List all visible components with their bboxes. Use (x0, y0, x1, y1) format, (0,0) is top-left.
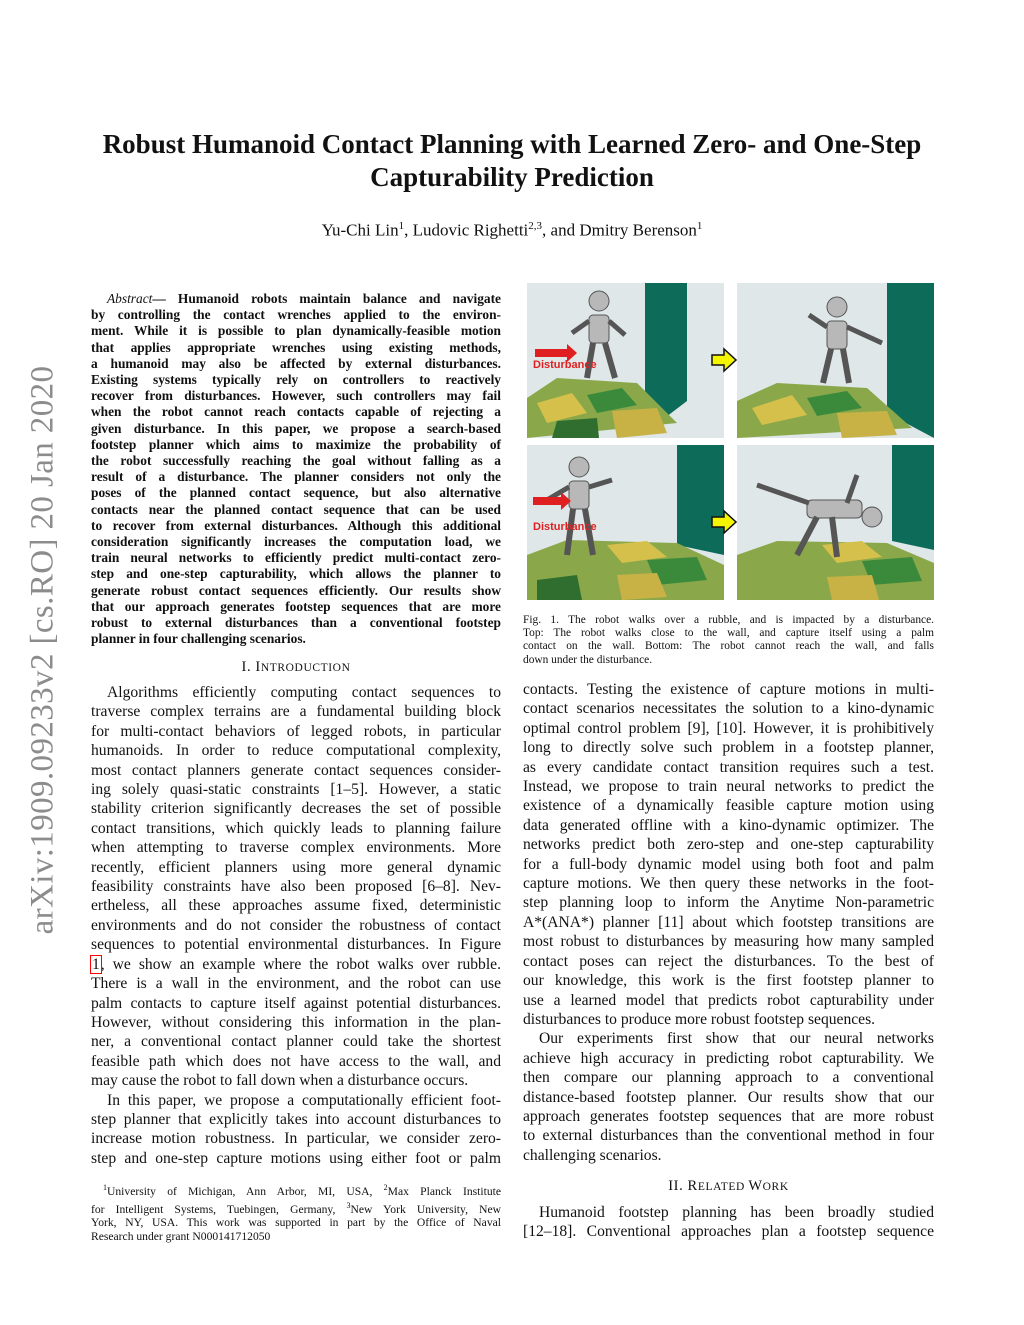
related-heading-part: W (748, 1178, 763, 1194)
intro-heading-rest: NTRODUCTION (260, 662, 351, 674)
body-line: Our experiments first show that our neural networks (539, 1030, 934, 1048)
intro-line: humanoids. In order to reduce computational complexity, (91, 742, 501, 760)
arxiv-side-identifier (8, 355, 78, 945)
caption-line: contact on the wall. Bottom: The robot cannot reach the wall, and falls (523, 640, 934, 653)
abstract-line: result of a disturbance. The planner considers not only the (91, 469, 501, 485)
abstract-line: generate robust contact sequences efficiently. Our results show (91, 582, 501, 598)
section-heading-introduction (91, 659, 501, 676)
body-line: most robust to disturbances by measuring how many sampled (523, 933, 934, 951)
footnote-marker: 1 (103, 1183, 107, 1192)
abstract-line: step and one-step capturability, which allows the planner to (91, 566, 501, 582)
body-line: distance-based footstep planner. Our results show that our (523, 1088, 934, 1106)
section-heading-related-work (523, 1178, 934, 1195)
title-line-2: Capturability Prediction (370, 162, 654, 192)
abstract-line: consideration significantly increases the computation load, we (91, 534, 501, 550)
intro-line: step and one-step capture motions using either foot or palm (91, 1149, 501, 1167)
author-3-affil: 1 (696, 220, 703, 232)
related-heading-num: II. R (668, 1178, 698, 1194)
caption-line: down under the disturbance. (523, 653, 653, 666)
intro-line: palm contacts to capture itself against potential disturbances. (91, 994, 501, 1012)
abstract-line: the robot successfully reaching the goal without falling as a (91, 453, 501, 469)
scene-image (737, 283, 934, 438)
body-line: contact scenarios necessitates the solution to a kino-dynamic (523, 700, 934, 718)
body-line: step planning loop to inform the Anytime Non-parametric (523, 894, 934, 912)
author-2: , Ludovic Righetti (404, 220, 529, 240)
title-line-1: Robust Humanoid Contact Planning with Learned Zero- and One-Step (102, 129, 922, 159)
body-line: long to directly solve such problem in a footstep planner, (523, 739, 934, 757)
panel-top-before (527, 283, 724, 438)
abstract-line: given disturbance. In this paper, we propose a search-based (91, 420, 501, 436)
intro-line: ertheless, all these approaches assume fixed, deterministic (91, 897, 501, 915)
body-line: for a full-body dynamic model using both foot and palm (523, 855, 934, 873)
footnote-text: New York University, New (350, 1202, 501, 1216)
figure-1-robot-panels (527, 283, 934, 607)
related-heading-part: ORK (762, 1181, 789, 1193)
abstract-line: when the robot cannot reach contacts capable of rejecting a (91, 404, 501, 420)
intro-line: sequences to potential environmental disturbances. In Figure (91, 936, 501, 954)
abstract-line: a humanoid may also be affected by external disturbances. (91, 355, 501, 371)
footnote-text: for Intelligent Systems, Tuebingen, Germany, (91, 1202, 347, 1216)
introduction-body (91, 683, 501, 1168)
intro-line: stability criterion significantly decreases the set of possible (91, 800, 501, 818)
abstract-line: — Humanoid robots maintain balance and navigate (152, 291, 501, 306)
disturbance-label: Disturbance (533, 359, 597, 371)
body-line: as every candidate contact transition requires such a test. (523, 758, 934, 776)
footnote-marker: 3 (346, 1200, 351, 1210)
abstract-line: contacts near the planned contact sequence that can be used (91, 501, 501, 517)
panel-top-after (737, 283, 934, 438)
body-line: [12–18]. Conventional approaches plan a footstep sequence (523, 1223, 934, 1241)
disturbance-label: Disturbance (533, 521, 597, 533)
body-line: to external disturbances than the conventional method in four (523, 1127, 934, 1145)
intro-line: Algorithms efficiently computing contact sequences to (107, 684, 501, 701)
scene-image (737, 445, 934, 600)
related-work-body (523, 1203, 934, 1242)
body-line: use a learned model that predicts robot capturability under (523, 991, 934, 1009)
abstract-lead: Abstract (107, 291, 153, 306)
intro-heading-num: I. I (241, 659, 261, 675)
related-heading-part: ELATED (697, 1181, 749, 1193)
body-line: achieve high accuracy in predicting robot capturability. We (523, 1049, 934, 1067)
body-line: Humanoid footstep planning has been broadly studied (539, 1204, 934, 1221)
author-1: Yu-Chi Lin (321, 220, 399, 240)
panel-bottom-before (527, 445, 724, 600)
body-line: data generated offline with a kino-dynamic optimizer. The (523, 816, 934, 834)
body-line: existence of a dynamically feasible capture motion using (523, 797, 934, 815)
abstract-line: that our approach generates footstep sequences that are more (91, 598, 501, 614)
caption-line: Fig. 1. The robot walks over a rubble, and is impacted by a disturbance. (523, 614, 934, 626)
intro-line: feasibility constraints have also been proposed [6–8]. Nev- (91, 878, 501, 896)
intro-line: when attempting to traverse complex environments. More (91, 839, 501, 857)
body-line: challenging scenarios. (523, 1146, 662, 1164)
intro-line: , we show an example where the robot walks over rubble. (100, 955, 501, 973)
panel-bottom-after (737, 445, 934, 600)
arxiv-id-text: arXiv:1909.09233v2 [cs.RO] 20 Jan 2020 (24, 365, 61, 935)
abstract-line: by controlling the contact wrenches applied to the environ- (91, 307, 501, 323)
arrow-right-icon (710, 347, 738, 373)
intro-line: There is a wall in the environment, and the robot can use (91, 975, 501, 993)
body-line: Instead, we propose to train neural networks to predict the (523, 778, 934, 796)
caption-line: Top: The robot walks close to the wall, and capture itself using a palm (523, 627, 934, 640)
footnote-text: York, NY, USA. This work was supported in part by the Office of Naval (91, 1216, 501, 1230)
abstract-line: planner in four challenging scenarios. (91, 631, 306, 647)
footnote-text: Research under grant N000141712050 (91, 1230, 271, 1244)
body-line: contact poses can reject the disturbances. To the best of (523, 952, 934, 970)
paper-title (60, 128, 964, 194)
body-line: approach generates footstep sequences that are more robust (523, 1107, 934, 1125)
arrow-right-icon (710, 509, 738, 535)
body-line: contacts. Testing the existence of capture motions in multi- (523, 681, 934, 698)
body-line: our knowledge, this work is the first footstep planner to (523, 972, 934, 990)
body-line: then compare our planning approach to a conventional (523, 1069, 934, 1087)
abstract-line: ment. While it is possible to plan dynamically-feasible motion (91, 323, 501, 339)
abstract (91, 291, 501, 647)
author-1-affil: 1 (398, 220, 405, 232)
intro-line: most contact planners generate contact sequences consider- (91, 761, 501, 779)
intro-line: for multi-contact behaviors of legged robots, in particular (91, 722, 501, 740)
intro-line: feasible path which does not have access to the wall, and (91, 1052, 501, 1070)
intro-line: environments and do not consider the robustness of contact (91, 916, 501, 934)
intro-line: ner, a conventional contact planner could take the shortest (91, 1033, 501, 1051)
body-line: A*(ANA*) planner [11] about which footstep transitions are (523, 913, 934, 931)
footnote-text: University of Michigan, Ann Arbor, MI, USA, (107, 1184, 384, 1198)
intro-line: In this paper, we propose a computationally efficient foot- (107, 1091, 501, 1109)
intro-line: recently, efficient planners using more general dynamic (91, 858, 501, 876)
body-line: networks predict both zero-step and one-step capturability (523, 836, 934, 854)
body-line: disturbances to produce more robust footstep sequences. (523, 1010, 876, 1028)
abstract-line: footstep planner which aims to maximize the probability of (91, 436, 501, 452)
abstract-line: Existing systems typically rely on controllers to reactively (91, 372, 501, 388)
intro-line: step planner that explicitly takes into account disturbances to (91, 1110, 501, 1128)
author-list (60, 220, 964, 241)
abstract-line: train neural networks to efficiently predict multi-contact zero- (91, 550, 501, 566)
figure-reference-link[interactable]: 1 (92, 955, 100, 973)
intro-line: may cause the robot to fall down when a disturbance occurs. (91, 1072, 469, 1090)
abstract-line: recover from disturbances. However, such controllers may fail (91, 388, 501, 404)
abstract-line: that applies appropriate wrenches using existing methods, (91, 339, 501, 355)
intro-line: traverse complex terrains are a fundamental building block (91, 703, 501, 721)
intro-line: ing solely quasi-static constraints [1–5]. However, a static (91, 781, 501, 799)
footnote-marker: 2 (383, 1183, 388, 1192)
abstract-line: to recover from external disturbances. Although this additional (91, 517, 501, 533)
author-2-affil: 2,3 (528, 220, 543, 232)
body-line: optimal control problem [9], [10]. However, it is prohibitively (523, 719, 934, 737)
intro-line: contact transitions, which quickly leads to planning failure (91, 819, 501, 837)
figure-1-caption (523, 614, 934, 667)
footnote-text: Max Planck Institute (387, 1184, 501, 1198)
affiliation-footnote (91, 1181, 501, 1244)
author-3: , and Dmitry Berenson (542, 220, 697, 240)
intro-line: However, without considering this information in the plan- (91, 1013, 501, 1031)
intro-line: increase motion robustness. In particular, we consider zero- (91, 1130, 501, 1148)
abstract-line: poses of the planned contact sequence, but also alternative (91, 485, 501, 501)
abstract-line: robust to external disturbances than a conventional footstep (91, 615, 501, 631)
body-line: capture motions. We then query these networks in the foot- (523, 875, 934, 893)
introduction-body-continued (523, 680, 934, 1165)
